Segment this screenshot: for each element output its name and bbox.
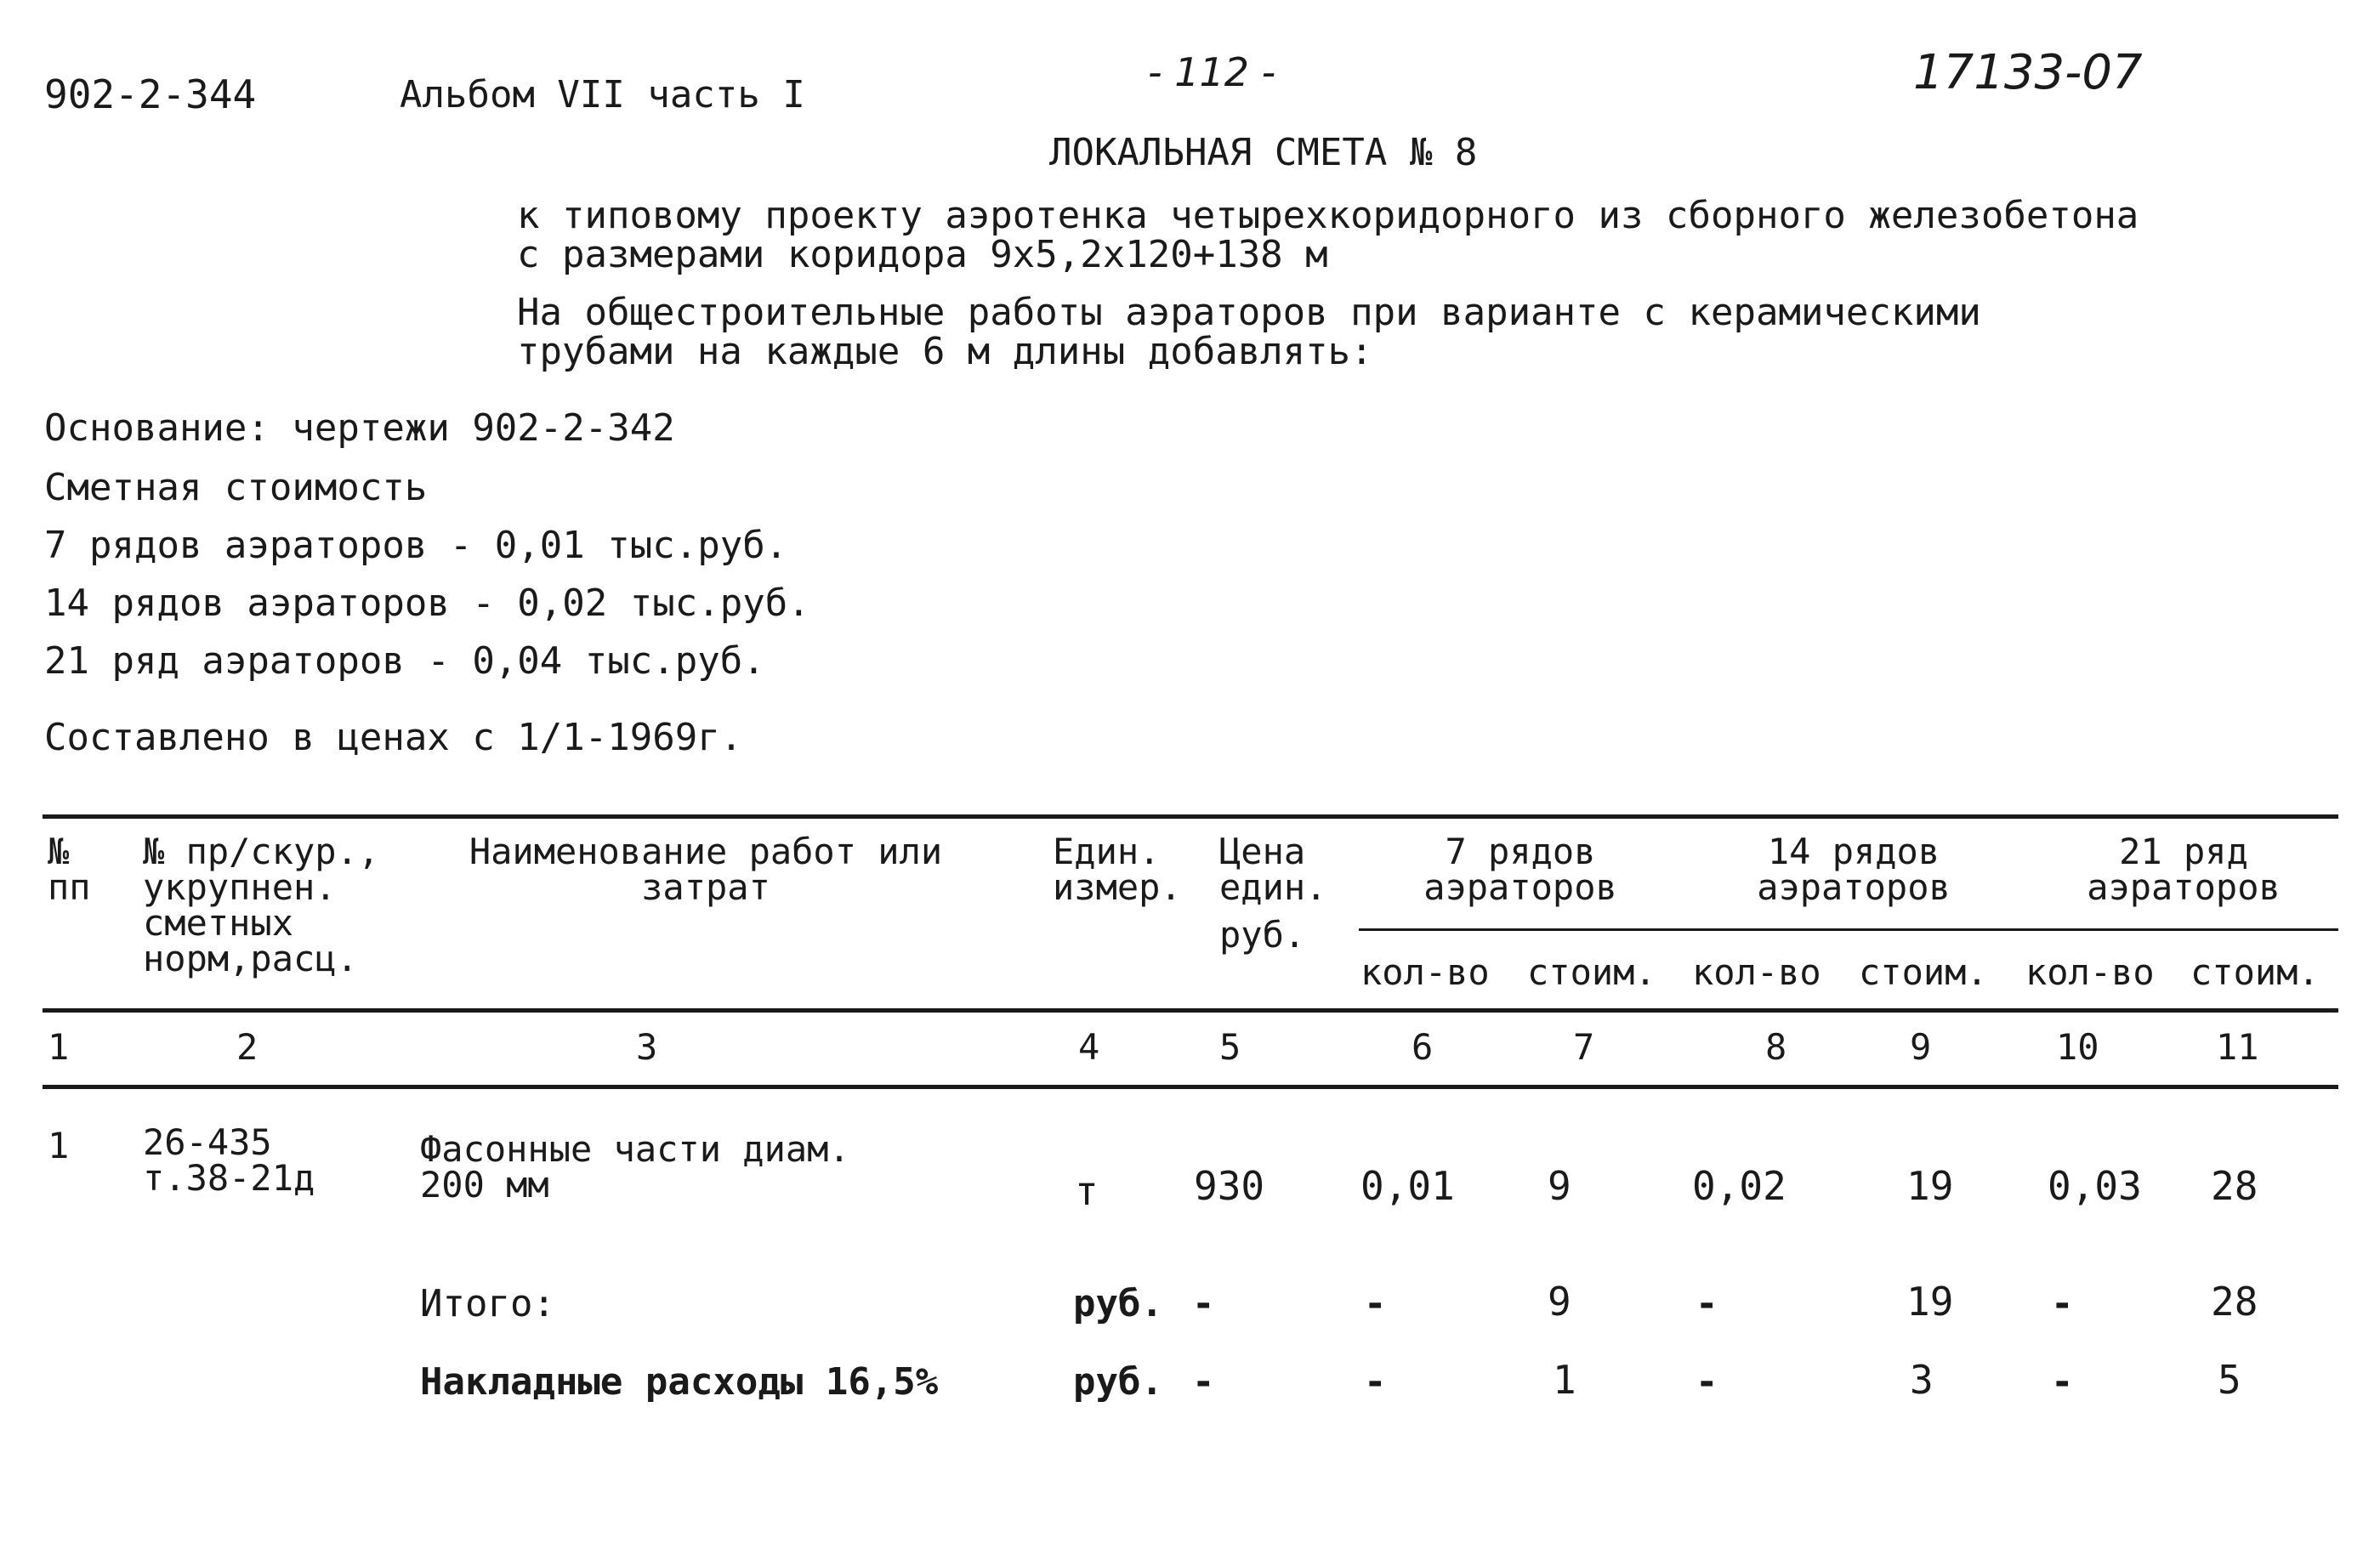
- row-price: 930: [1194, 1163, 1265, 1209]
- header-group-21-line2: аэраторов: [2087, 866, 2281, 908]
- basis-line: Основание: чертежи 902-2-342: [44, 406, 675, 450]
- header-col2-line4: норм,расц.: [143, 938, 358, 979]
- header-col4-line1: Един.: [1053, 831, 1161, 872]
- header-group-7-line1: 7 рядов: [1445, 831, 1596, 872]
- row-qty-21: 0,03: [2048, 1163, 2142, 1209]
- row-cost-7: 9: [1548, 1163, 1571, 1209]
- col-number-3: 3: [636, 1026, 658, 1068]
- total-price: -: [1192, 1282, 1215, 1325]
- row-cost-14: 19: [1906, 1163, 1954, 1209]
- col-number-4: 4: [1078, 1026, 1100, 1068]
- estimate-label: Сметная стоимость: [44, 466, 428, 509]
- col-number-8: 8: [1765, 1026, 1787, 1068]
- row-name-line1: Фасонные части диам.: [420, 1128, 850, 1170]
- project-code: 902-2-344: [44, 71, 257, 117]
- overhead-qty-14: -: [1696, 1360, 1718, 1404]
- overhead-qty-21: -: [2051, 1360, 2074, 1404]
- page-number: - 112 -: [1148, 49, 1276, 95]
- col-number-10: 10: [2056, 1026, 2099, 1068]
- header-col5-line2: един.: [1219, 866, 1327, 908]
- group-header-rule: [1359, 928, 2338, 931]
- document-number: 17133-07: [1913, 45, 2143, 100]
- row-norm-line2: т.38-21д: [143, 1157, 315, 1199]
- cost-7-rows: 7 рядов аэраторов - 0,01 тыс.руб.: [44, 524, 788, 567]
- header-col2-line1: № пр/скур.,: [143, 831, 380, 872]
- col-number-6: 6: [1412, 1026, 1434, 1068]
- row-name-line2: 200 мм: [420, 1164, 549, 1206]
- header-col3-line1: Наименование работ или: [469, 831, 943, 872]
- row-qty-7: 0,01: [1360, 1163, 1455, 1209]
- note-line-2: трубами на каждые 6 м длины добавлять:: [517, 330, 1373, 373]
- header-cost-14: стоим.: [1859, 951, 1988, 993]
- row-no: 1: [48, 1125, 70, 1166]
- overhead-cost-14: 3: [1910, 1357, 1934, 1403]
- header-col3-line2: затрат: [641, 866, 770, 908]
- cost-21-rows: 21 ряд аэраторов - 0,04 тыс.руб.: [44, 639, 765, 683]
- overhead-price: -: [1192, 1360, 1215, 1404]
- cost-14-rows: 14 рядов аэраторов - 0,02 тыс.руб.: [44, 582, 810, 625]
- total-unit: руб.: [1073, 1282, 1163, 1325]
- total-qty-7: -: [1364, 1282, 1387, 1325]
- header-qty-21: кол-во: [2025, 951, 2155, 993]
- row-cost-21: 28: [2211, 1163, 2258, 1209]
- subtitle-line-2: с размерами коридора 9х5,2х120+138 м: [517, 233, 1328, 276]
- row-unit: т: [1075, 1168, 1099, 1214]
- document-title: ЛОКАЛЬНАЯ СМЕТА № 8: [1049, 131, 1478, 174]
- total-cost-21: 28: [2211, 1279, 2258, 1325]
- col-number-5: 5: [1219, 1026, 1241, 1068]
- total-qty-21: -: [2051, 1282, 2074, 1325]
- table-top-rule: [43, 814, 2338, 819]
- col-number-7: 7: [1573, 1026, 1595, 1068]
- album-label: Альбом VII часть I: [400, 73, 805, 116]
- row-norm-line1: 26-435: [143, 1121, 272, 1163]
- header-col2-line2: укрупнен.: [143, 866, 337, 908]
- header-group-14-line2: аэраторов: [1757, 866, 1951, 908]
- overhead-label: Накладные расходы 16,5%: [420, 1360, 939, 1404]
- row-qty-14: 0,02: [1692, 1163, 1786, 1209]
- note-line-1: На общестроительные работы аэраторов при варианте с керамическими: [517, 291, 1981, 334]
- col-number-1: 1: [48, 1026, 70, 1068]
- header-group-7-line2: аэраторов: [1423, 866, 1617, 908]
- col-number-2: 2: [236, 1026, 258, 1068]
- overhead-cost-21: 5: [2218, 1357, 2241, 1403]
- column-numbers-rule: [43, 1085, 2338, 1089]
- total-qty-14: -: [1696, 1282, 1718, 1325]
- header-group-21-line1: 21 ряд: [2119, 831, 2248, 872]
- header-bottom-rule: [43, 1008, 2338, 1013]
- header-qty-7: кол-во: [1360, 951, 1490, 993]
- subtitle-line-1: к типовому проекту аэротенка четырехкоридорного из сборного железобетона: [517, 194, 2139, 237]
- header-col5-line3: руб.: [1219, 914, 1306, 956]
- total-cost-7: 9: [1548, 1279, 1571, 1325]
- prices-note: Составлено в ценах с 1/1-1969г.: [44, 716, 743, 759]
- header-col2-line3: сметных: [143, 902, 294, 944]
- overhead-cost-7: 1: [1553, 1357, 1576, 1403]
- col-number-9: 9: [1910, 1026, 1932, 1068]
- header-cost-7: стоим.: [1527, 951, 1656, 993]
- header-col1-line1: №: [48, 831, 70, 872]
- total-label: Итого:: [420, 1282, 555, 1325]
- overhead-qty-7: -: [1364, 1360, 1387, 1404]
- col-number-11: 11: [2216, 1026, 2259, 1068]
- header-cost-21: стоим.: [2190, 951, 2320, 993]
- header-qty-14: кол-во: [1692, 951, 1821, 993]
- header-col4-line2: измер.: [1053, 866, 1182, 908]
- header-col1-line2: пп: [48, 866, 91, 908]
- header-col5-line1: Цена: [1219, 831, 1306, 872]
- header-group-14-line1: 14 рядов: [1767, 831, 1940, 872]
- overhead-unit: руб.: [1073, 1360, 1163, 1404]
- total-cost-14: 19: [1906, 1279, 1954, 1325]
